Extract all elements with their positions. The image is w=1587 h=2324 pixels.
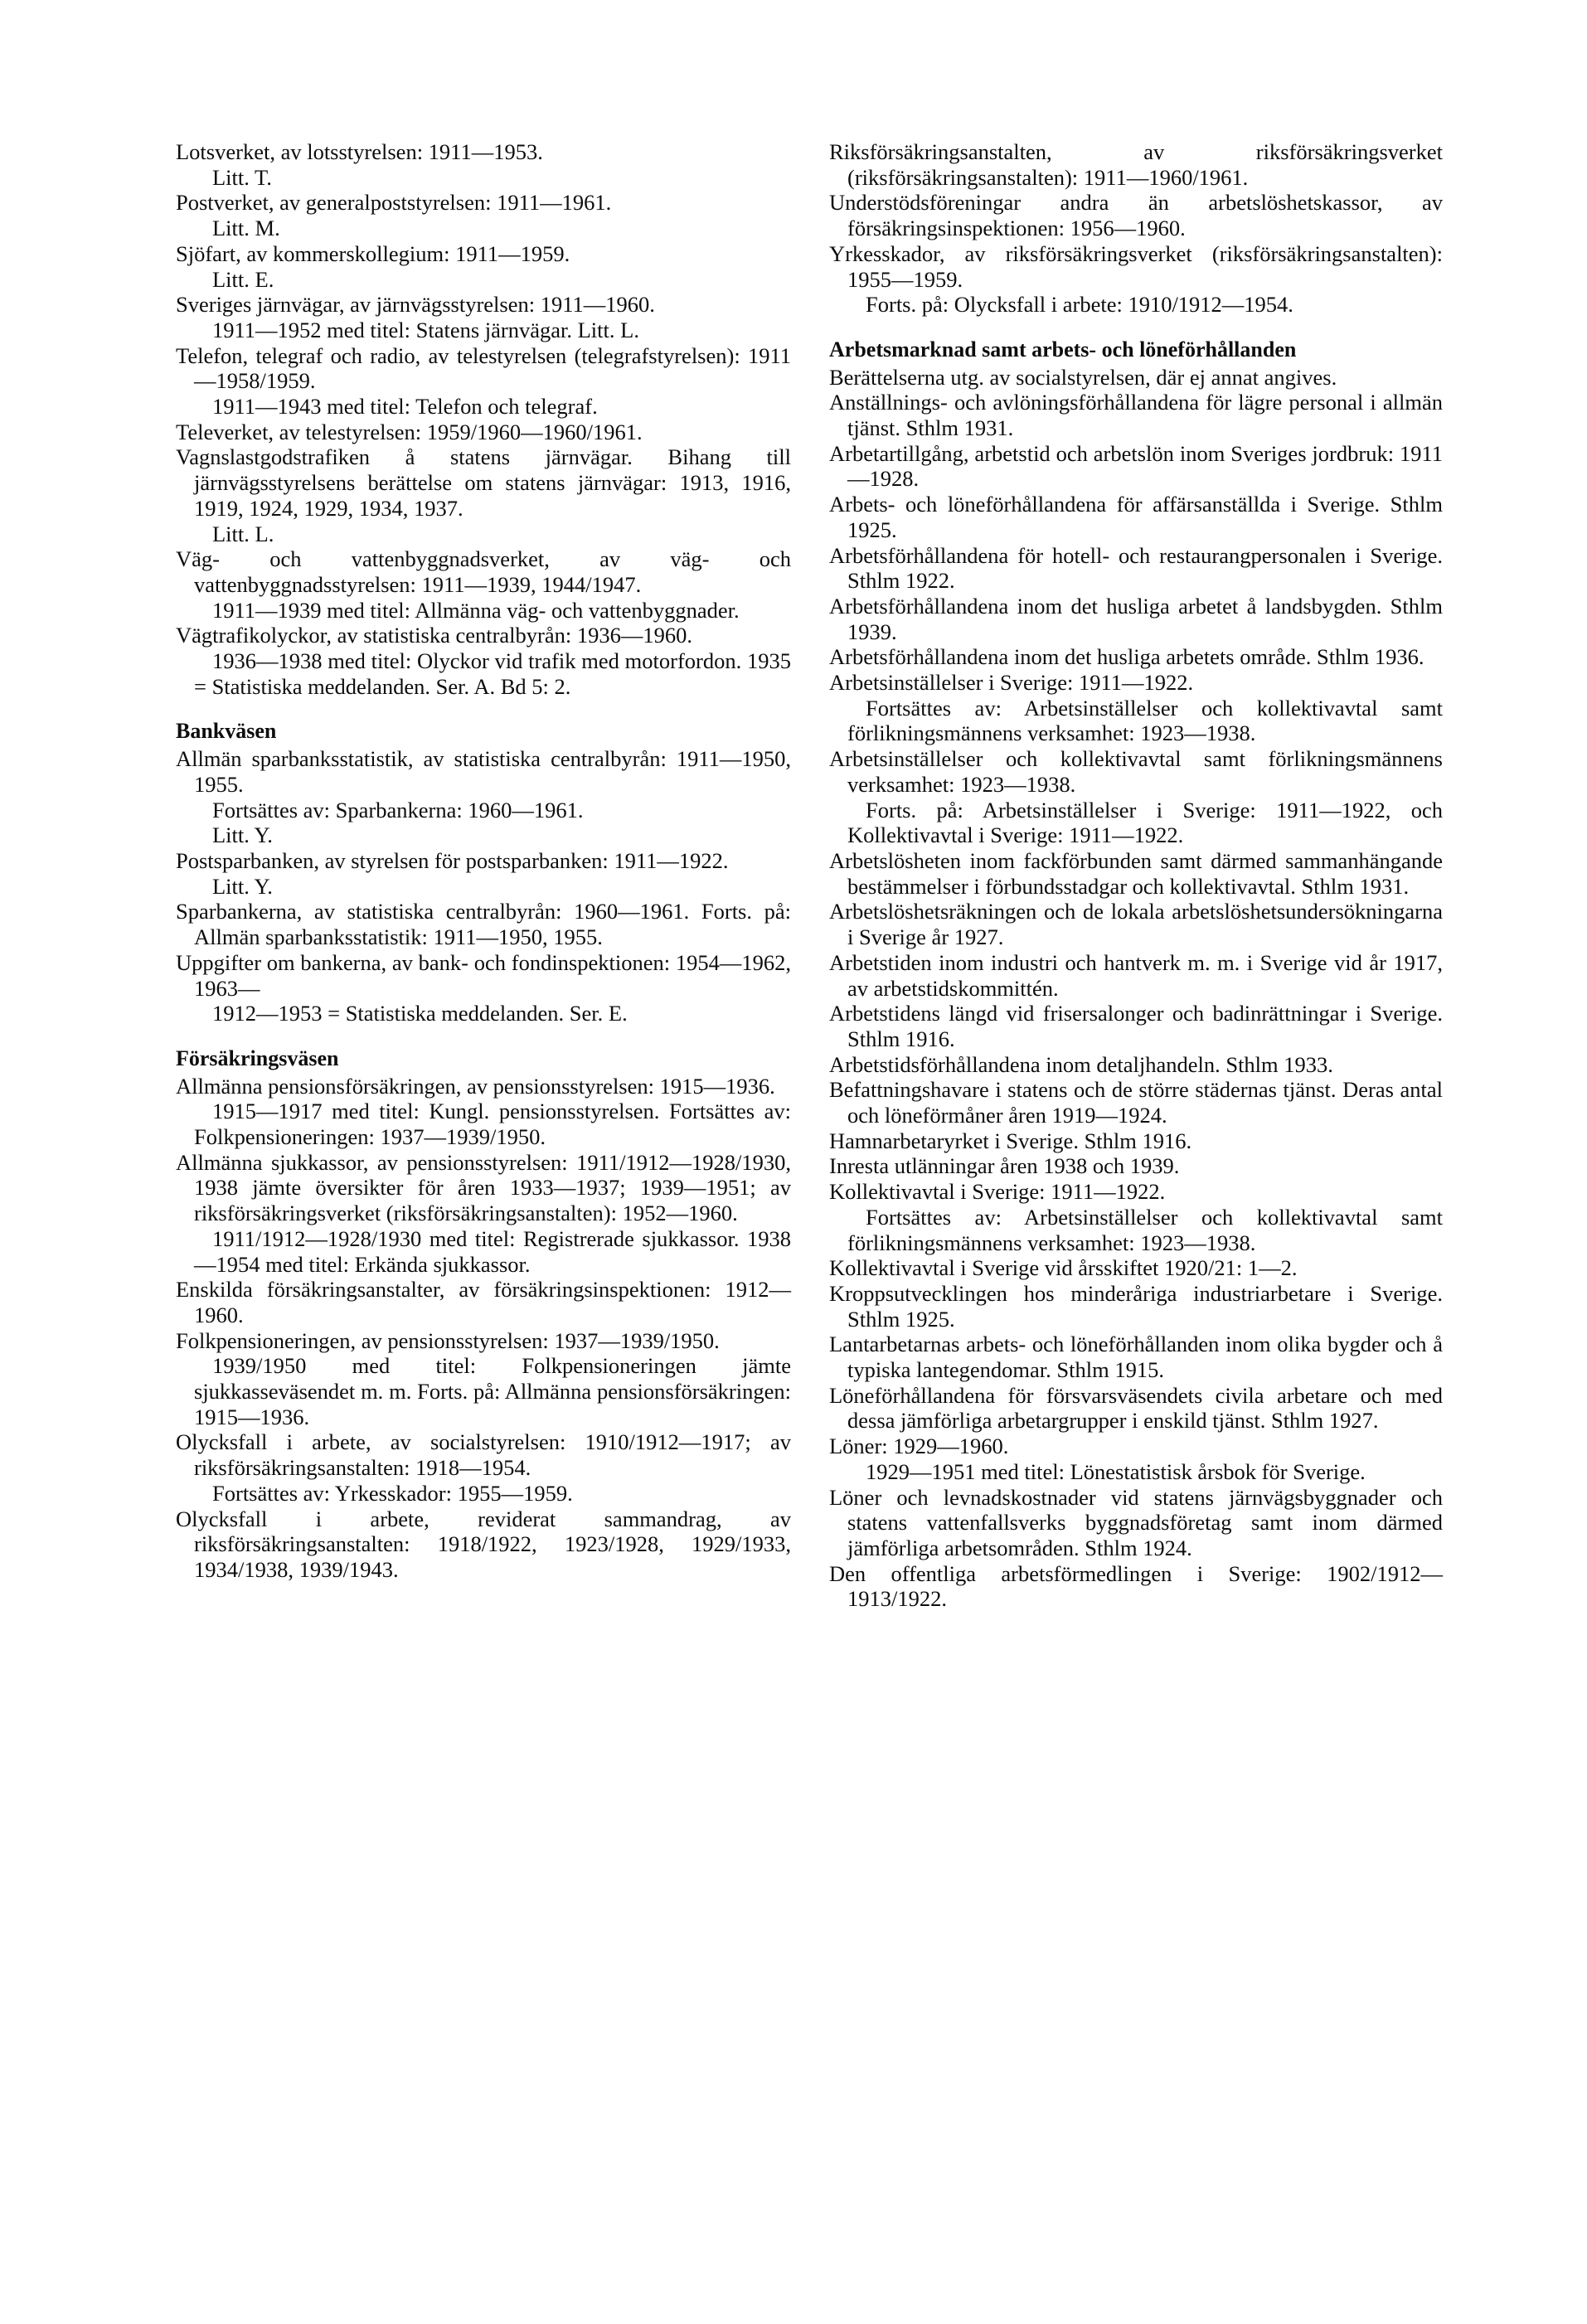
bibliography-entry: Anställnings- och avlöningsförhållandena för lägre personal i allmän tjänst. Sthlm 1931. — [829, 390, 1443, 441]
bibliography-entry: Arbetslöshetsräkningen och de lokala arbetslöshetsundersökningarna i Sverige år 1927. — [829, 899, 1443, 950]
bibliography-entry: Löneförhållandena för försvarsväsendets civila arbetare och med dessa jämförliga arbetargrupper i enskild tjänst. Sthlm 1927. — [829, 1382, 1443, 1434]
bibliography-entry: Lantarbetarnas arbets- och löneförhållanden inom olika bygder och å typiska lantegendomar. Sthlm 1915. — [829, 1332, 1443, 1383]
bibliography-entry: Inresta utlänningar åren 1938 och 1939. — [829, 1153, 1180, 1179]
bibliography-entry: Lotsverket, av lotsstyrelsen: 1911—1953. — [176, 139, 543, 164]
bibliography-entry: Arbetstiden inom industri och hantverk m. m. i Sverige vid år 1917, av arbetstidskommittén. — [829, 949, 1443, 1001]
bibliography-entry: Kollektivavtal i Sverige vid årsskiftet 1920/21: 1—2. — [829, 1255, 1298, 1281]
bibliography-entry: Olycksfall i arbete, av socialstyrelsen: 1910/1912—1917; av riksförsäkringsanstalten: 1918—1954. — [176, 1429, 791, 1481]
bibliography-entry: Sjöfart, av kommerskollegium: 1911—1959. — [176, 240, 570, 266]
entry-note: Fortsättes av: Arbetsinställelser och kollektivavtal samt förlikningsmännens verksamhet: 1923—1938. — [847, 695, 1443, 746]
left-block-transport — [176, 139, 791, 699]
bibliography-entry: Sveriges järnvägar, av järnvägsstyrelsen: 1911—1960. — [176, 292, 655, 318]
bibliography-entry: Telefon, telegraf och radio, av telestyrelsen (telegrafstyrelsen): 1911—1958/1959. — [176, 342, 791, 394]
bibliography-entry: Olycksfall i arbete, reviderat sammandrag, av riksförsäkringsanstalten: 1918/1922, 1923/1928, 1929/1933, 1934/1938, 1939/1943. — [176, 1506, 791, 1582]
bibliography-entry: Arbetsförhållandena inom det husliga arbetets område. Sthlm 1936. — [829, 644, 1424, 670]
entry-note: 1929—1951 med titel: Lönestatistisk årsbok för Sverige. — [866, 1458, 1366, 1484]
section-heading-arbetsmarknad: Arbetsmarknad samt arbets- och löneförhållanden — [829, 337, 1297, 361]
entry-note: Fortsättes av: Yrkesskador: 1955—1959. — [212, 1480, 573, 1506]
bibliography-entry: Postverket, av generalpoststyrelsen: 1911—1961. — [176, 190, 612, 216]
left-block-bank — [176, 746, 791, 1026]
entry-note: 1911—1939 med titel: Allmänna väg- och vattenbyggnader. — [212, 597, 740, 623]
bibliography-entry: Kollektivavtal i Sverige: 1911—1922. — [829, 1179, 1166, 1205]
bibliography-entry: Televerket, av telestyrelsen: 1959/1960—1960/1961. — [176, 419, 643, 444]
bibliography-entry: Arbetstidsförhållandena inom detaljhandeln. Sthlm 1933. — [829, 1051, 1333, 1077]
bibliography-entry: Löner: 1929—1960. — [829, 1434, 1009, 1459]
entry-note: 1939/1950 med titel: Folkpensioneringen jämte sjukkasseväsendet m. m. Forts. på: Allmänna pensionsförsäkringen: 1915—1936. — [194, 1353, 791, 1429]
bibliography-entry: Uppgifter om bankerna, av bank- och fondinspektionen: 1954—1962, 1963— — [176, 949, 791, 1001]
entry-note: 1912—1953 = Statistiska meddelanden. Ser. E. — [212, 1001, 628, 1026]
entry-note: Litt. M. — [212, 216, 280, 241]
entry-note: Litt. Y. — [212, 873, 273, 899]
right-column — [829, 139, 1443, 1612]
entry-note: 1915—1917 med titel: Kungl. pensionsstyrelsen. Fortsättes av: Folkpensioneringen: 1937—1939/1950. — [194, 1099, 791, 1150]
bibliography-entry: Folkpensioneringen, av pensionsstyrelsen: 1937—1939/1950. — [176, 1327, 720, 1353]
bibliography-entry: Arbets- och löneförhållandena för affärsanställda i Sverige. Sthlm 1925. — [829, 492, 1443, 542]
bibliography-entry: Riksförsäkringsanstalten, av riksförsäkringsverket (riksförsäkringsanstalten): 1911—1960/1961. — [829, 139, 1443, 190]
bibliography-entry: Enskilda försäkringsanstalter, av försäkringsinspektionen: 1912—1960. — [176, 1277, 791, 1327]
entry-note: Fortsättes av: Arbetsinställelser och kollektivavtal samt förlikningsmännens verksamhet: 1923—1938. — [847, 1204, 1443, 1255]
bibliography-entry: Berättelserna utg. av socialstyrelsen, där ej annat angives. — [829, 364, 1337, 390]
left-block-insurance — [176, 1074, 791, 1583]
bibliography-entry: Arbetsinställelser och kollektivavtal samt förlikningsmännens verksamhet: 1923—1938. — [829, 746, 1443, 797]
bibliography-entry: Vägtrafikolyckor, av statistiska centralbyrån: 1936—1960. — [176, 623, 692, 648]
entry-note: Litt. E. — [212, 266, 274, 292]
bibliography-entry: Befattningshavare i statens och de större städernas tjänst. Deras antal och löneförmåner åren 1919—1924. — [829, 1077, 1443, 1128]
bibliography-entry: Sparbankerna, av statistiska centralbyrån: 1960—1961. Forts. på: Allmän sparbanksstatistik: 1911—1950, 1955. — [176, 899, 791, 950]
left-column — [176, 139, 791, 1583]
bibliography-entry: Postsparbanken, av styrelsen för postsparbanken: 1911—1922. — [176, 847, 729, 873]
entry-note: Forts. på: Olycksfall i arbete: 1910/1912—1954. — [866, 292, 1293, 318]
section-heading-forsakringsvasen: Försäkringsväsen — [176, 1046, 339, 1070]
bibliography-entry: Den offentliga arbetsförmedlingen i Sverige: 1902/1912—1913/1922. — [829, 1560, 1443, 1612]
section-heading-bankvasen: Bankväsen — [176, 719, 277, 744]
bibliography-entry: Vagnslastgodstrafiken å statens järnvägar. Bihang till järnvägsstyrelsens berättelse om statens järnvägar: 1913, 1916, 1919, 1924, 1929, 1934, 1937. — [176, 444, 791, 521]
entry-note: Fortsättes av: Sparbankerna: 1960—1961. — [212, 797, 584, 822]
bibliography-entry: Allmänna sjukkassor, av pensionsstyrelsen: 1911/1912—1928/1930, 1938 jämte översikter för åren 1933—1937; 1939—1951; av riksförsäkringsverket (riksförsäkringsanstalten): 1952—1960. — [176, 1149, 791, 1226]
bibliography-entry: Understödsföreningar andra än arbetslöshetskassor, av försäkringsinspektionen: 1956—1960. — [829, 190, 1443, 241]
bibliography-entry: Allmänna pensionsförsäkringen, av pensionsstyrelsen: 1915—1936. — [176, 1073, 775, 1099]
bibliography-entry: Arbetslösheten inom fackförbunden samt därmed sammanhängande bestämmelser i förbundsstadgar och kollektivavtal. Sthlm 1931. — [829, 847, 1443, 899]
bibliography-entry: Arbetsförhållandena inom det husliga arbetet å landsbygden. Sthlm 1939. — [829, 593, 1443, 644]
entry-note: 1911/1912—1928/1930 med titel: Registrerade sjukkassor. 1938—1954 med titel: Erkända sjukkassor. — [194, 1225, 791, 1277]
bibliography-entry: Yrkesskador, av riksförsäkringsverket (riksförsäkringsanstalten): 1955—1959. — [829, 240, 1443, 292]
entry-note: Litt. T. — [212, 164, 272, 190]
bibliography-entry: Arbetstidens längd vid frisersalonger och badinrättningar i Sverige. Sthlm 1916. — [829, 1001, 1443, 1051]
bibliography-entry: Väg- och vattenbyggnadsverket, av väg- och vattenbyggnadsstyrelsen: 1911—1939, 1944/1947. — [176, 546, 791, 597]
entry-note: 1911—1943 med titel: Telefon och telegraf. — [212, 394, 598, 420]
bibliography-entry: Löner och levnadskostnader vid statens järnvägsbyggnader och statens vattenfallsverks byggnadsföretag samt inom därmed jämförliga arbetsområden. Sthlm 1924. — [829, 1484, 1443, 1560]
entry-note: 1911—1952 med titel: Statens järnvägar. Litt. L. — [212, 317, 639, 342]
bibliography-entry: Arbetsförhållandena för hotell- och restaurangpersonalen i Sverige. Sthlm 1922. — [829, 542, 1443, 594]
bibliography-entry: Allmän sparbanksstatistik, av statistiska centralbyrån: 1911—1950, 1955. — [176, 746, 791, 797]
entry-note: Litt. L. — [212, 521, 274, 546]
right-block-labour — [829, 365, 1443, 1612]
bibliography-entry: Arbetsinställelser i Sverige: 1911—1922. — [829, 670, 1194, 696]
bibliography-entry: Kroppsutvecklingen hos minderåriga industriarbetare i Sverige. Sthlm 1925. — [829, 1280, 1443, 1332]
entry-note: Forts. på: Arbetsinställelser i Sverige: 1911—1922, och Kollektivavtal i Sverige: 1911—1922. — [847, 797, 1443, 848]
right-block-insurance — [829, 139, 1443, 318]
bibliography-entry: Hamnarbetaryrket i Sverige. Sthlm 1916. — [829, 1128, 1192, 1153]
entry-note: Litt. Y. — [212, 822, 273, 848]
bibliography-entry: Arbetartillgång, arbetstid och arbetslön inom Sveriges jordbruk: 1911—1928. — [829, 440, 1443, 492]
entry-note: 1936—1938 med titel: Olyckor vid trafik med motorfordon. 1935 = Statistiska meddelanden. Ser. A. Bd 5: 2. — [194, 648, 791, 699]
